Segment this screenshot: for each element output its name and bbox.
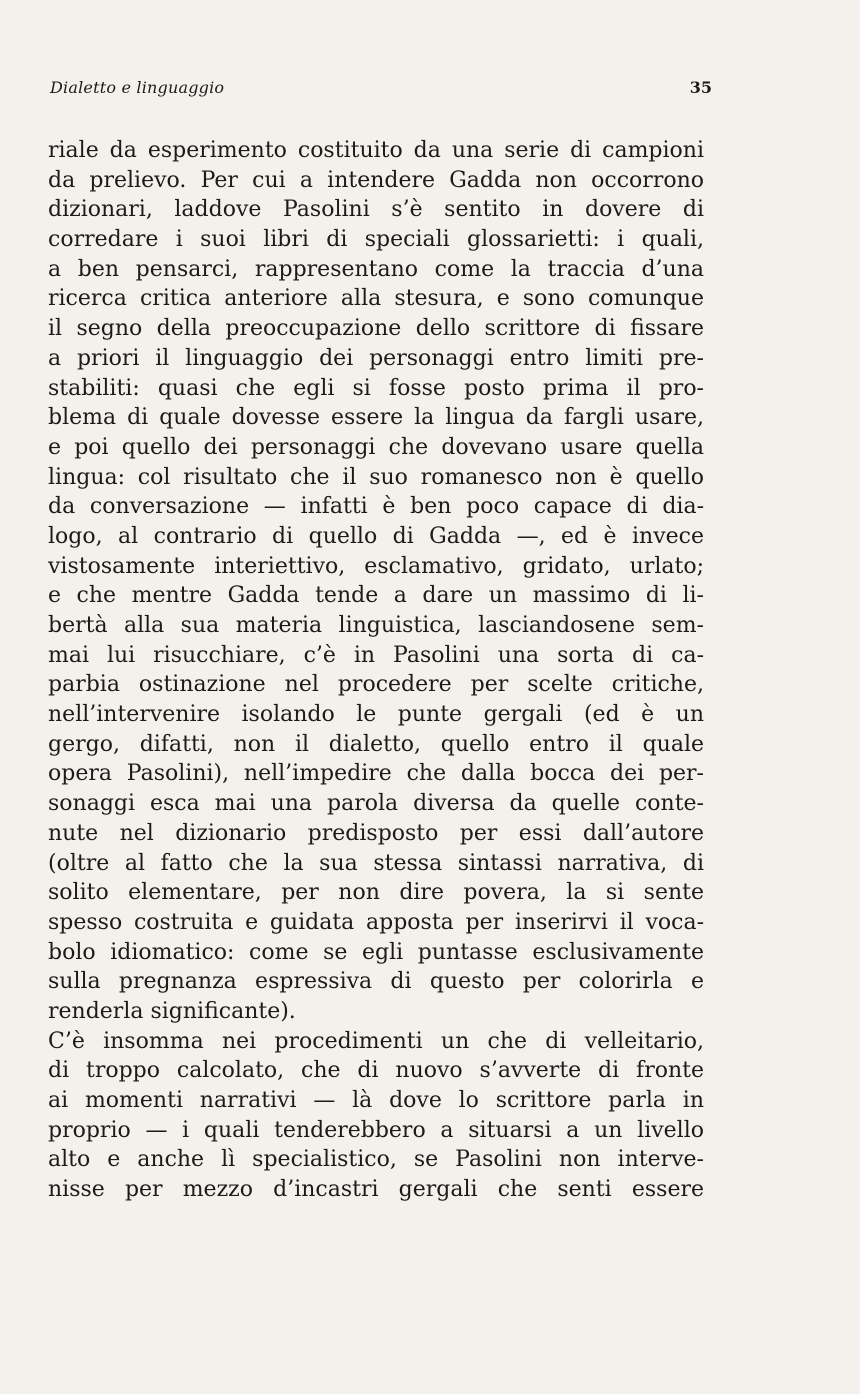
text-line: di troppo calcolato, che di nuovo s’avverte di fronte <box>48 1058 704 1084</box>
text-line: nute nel dizionario predisposto per essi dall’autore <box>48 820 704 846</box>
text-line: mai lui risucchiare, c’è in Pasolini una sorta di ca- <box>48 642 704 668</box>
text-line: spesso costruita e guidata apposta per inserirvi il voca- <box>48 909 704 935</box>
text-line: (oltre al fatto che la sua stessa sintassi narrativa, di <box>48 850 704 876</box>
running-head <box>50 75 712 101</box>
text-line: logo, al contrario di quello di Gadda —, ed è invece <box>48 523 704 549</box>
text-line: ai momenti narrativi — là dove lo scrittore parla in <box>48 1088 704 1113</box>
text-line: a priori il linguaggio dei personaggi entro limiti pre- <box>48 345 704 371</box>
text-line: C’è insomma nei procedimenti un che di velleitario, <box>48 1028 704 1054</box>
text-line: il segno della preoccupazione dello scrittore di fissare <box>48 316 704 342</box>
text-line: riale da esperimento costituito da una serie di campioni <box>48 138 704 163</box>
text-line: bertà alla sua materia linguistica, lasciandosene sem- <box>48 613 704 638</box>
text-line: ricerca critica anteriore alla stesura, e sono comunque <box>48 286 704 312</box>
page-number: 35 <box>689 78 712 97</box>
text-line: a ben pensarci, rappresentano come la traccia d’una <box>48 256 704 282</box>
text-line: vistosamente interiettivo, esclamativo, gridato, urlato; <box>48 553 704 579</box>
text-line: parbia ostinazione nel procedere per scelte critiche, <box>48 672 704 698</box>
text-line: dizionari, laddove Pasolini s’è sentito in dovere di <box>48 197 704 223</box>
text-line: stabiliti: quasi che egli si fosse posto prima il pro- <box>48 375 704 401</box>
text-line: alto e anche lì specialistico, se Pasolini non interve- <box>48 1147 704 1173</box>
text-line: sonaggi esca mai una parola diversa da quelle conte- <box>48 791 704 817</box>
text-line: blema di quale dovesse essere la lingua da fargli usare, <box>48 405 704 431</box>
text-line: gergo, difatti, non il dialetto, quello entro il quale <box>48 731 704 757</box>
text-line: da conversazione — infatti è ben poco capace di dia- <box>48 494 704 520</box>
text-line: bolo idiomatico: come se egli puntasse esclusivamente <box>48 939 704 965</box>
text-line: sulla pregnanza espressiva di questo per colorirla e <box>48 969 704 995</box>
text-line: lingua: col risultato che il suo romanesco non è quello <box>48 464 704 490</box>
text-line: opera Pasolini), nell’impedire che dalla bocca dei per- <box>48 761 704 787</box>
paragraph-end-line: renderla significante). <box>48 998 296 1024</box>
text-line: nell’intervenire isolando le punte gergali (ed è un <box>48 702 704 728</box>
text-line: nisse per mezzo d’incastri gergali che senti essere <box>48 1177 704 1203</box>
text-line: solito elementare, per non dire povera, la si sente <box>48 880 704 906</box>
text-line: e poi quello dei personaggi che dovevano usare quella <box>48 434 704 460</box>
text-line: corredare i suoi libri di speciali glossarietti: i quali, <box>48 227 704 253</box>
text-line: da prelievo. Per cui a intendere Gadda non occorrono <box>48 167 704 193</box>
text-line: proprio — i quali tenderebbero a situarsi a un livello <box>48 1117 704 1143</box>
running-title: Dialetto e linguaggio <box>50 78 225 97</box>
body-text <box>48 136 704 1205</box>
text-line: e che mentre Gadda tende a dare un massimo di li- <box>48 583 704 609</box>
